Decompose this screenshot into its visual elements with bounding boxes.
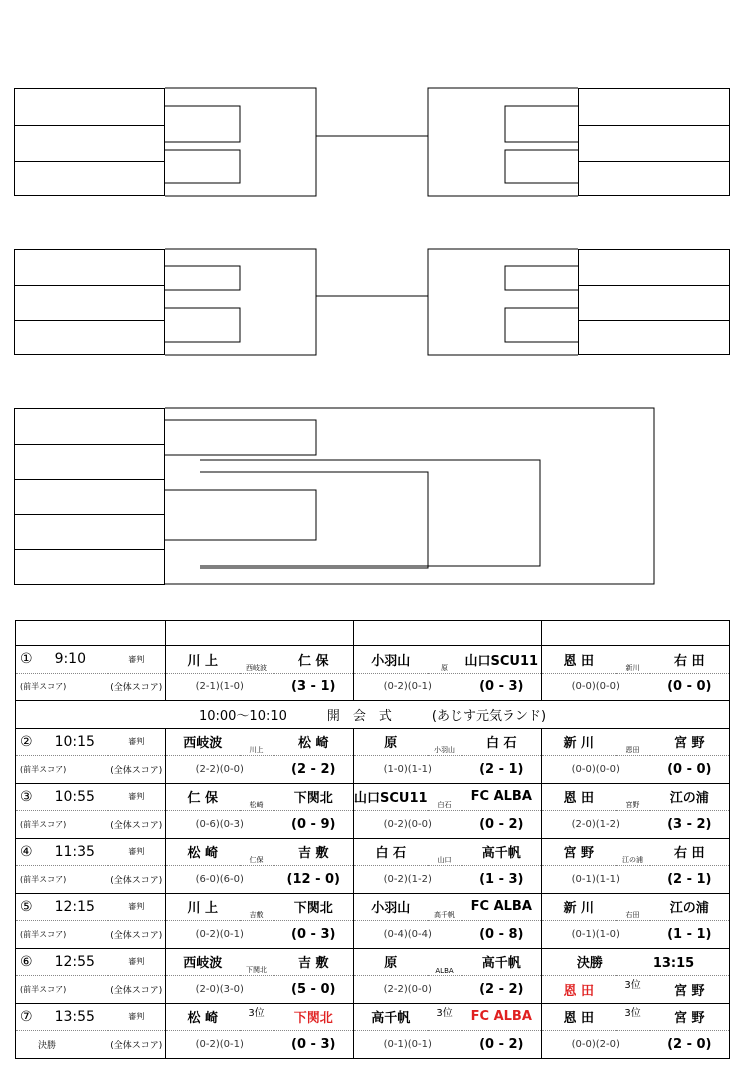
total-score: (12 - 0) (274, 866, 354, 894)
score-row (16, 811, 730, 839)
total-score-label: (全体スコア) (108, 921, 166, 949)
away-team: 高千帆 (462, 838, 542, 866)
total-score: (2 - 2) (462, 976, 542, 1004)
match-number: ⑤ (20, 898, 33, 915)
half-score: (0-2)(0-1) (166, 921, 274, 949)
total-score: (0 - 9) (274, 811, 354, 839)
match-row (16, 646, 730, 674)
match-time: 12:15 (54, 898, 95, 915)
referee-team: 西岐波 (240, 646, 274, 674)
half-score: (0-1)(1-1) (542, 866, 650, 894)
referee-team: 新川 (616, 646, 650, 674)
referee-label: 審判 (108, 728, 166, 756)
away-team: 江の浦 (650, 893, 730, 921)
ceremony-time: 10:00〜10:10 (198, 708, 287, 724)
total-score: (5 - 0) (274, 976, 354, 1004)
away-team: FC ALBA (462, 783, 542, 811)
score-row (16, 866, 730, 894)
away-team: 仁 保 (274, 646, 354, 674)
final-time: 13:15 (652, 956, 695, 972)
away-team: 右 田 (650, 646, 730, 674)
referee-team: ALBA (428, 948, 462, 976)
home-team: 山口SCU11 (354, 783, 428, 811)
match-row (16, 948, 730, 976)
half-score: (0-0)(0-0) (542, 673, 650, 701)
match-time: 11:35 (54, 843, 95, 860)
match-time-cell (16, 646, 108, 674)
half-score: (1-0)(1-1) (354, 756, 462, 784)
referee-team: 右田 (616, 893, 650, 921)
away-team: 松 崎 (274, 728, 354, 756)
half-score: (0-2)(0-0) (354, 811, 462, 839)
half-score: (0-6)(0-3) (166, 811, 274, 839)
total-score-label: (全体スコア) (108, 756, 166, 784)
match-row (16, 728, 730, 756)
referee-team: 仁保 (240, 838, 274, 866)
half-score-label: (前半スコア) (16, 756, 108, 784)
total-score: (0 - 2) (462, 1031, 542, 1059)
away-team: 右 田 (650, 838, 730, 866)
score-row (16, 756, 730, 784)
half-score-label: (前半スコア) (16, 811, 108, 839)
match-time-cell (16, 948, 108, 976)
match-row (16, 783, 730, 811)
total-score-label: (全体スコア) (108, 866, 166, 894)
home-team: 松 崎 (166, 1003, 240, 1031)
referee-team: 高千帆 (428, 893, 462, 921)
court-a-header (166, 621, 354, 646)
referee-team: 恩田 (616, 728, 650, 756)
ceremony-event: 開 会 式 (326, 708, 392, 724)
schedule-table (15, 620, 730, 1059)
away-team: 宮 野 (650, 976, 730, 1004)
match-number: ⑦ (20, 1008, 33, 1025)
match-number: ⑥ (20, 953, 33, 970)
home-team: 高千帆 (354, 1003, 428, 1031)
total-score: (2 - 0) (650, 1031, 730, 1059)
home-team: 宮 野 (542, 838, 616, 866)
referee-team: 松崎 (240, 783, 274, 811)
ceremony-cell (16, 701, 730, 729)
half-score: (2-0)(3-0) (166, 976, 274, 1004)
referee-team: 3位 (616, 1003, 650, 1031)
match-number: ③ (20, 788, 33, 805)
referee-team: 宮野 (616, 783, 650, 811)
away-team: 宮 野 (650, 1003, 730, 1031)
score-row (16, 976, 730, 1004)
match-row (16, 838, 730, 866)
total-score: (3 - 1) (274, 673, 354, 701)
referee-team: 川上 (240, 728, 274, 756)
court-b-header (354, 621, 542, 646)
referee-team: 江の浦 (616, 838, 650, 866)
match-time: 9:10 (54, 651, 87, 668)
match-number: ① (20, 651, 33, 668)
schedule-header-row (16, 621, 730, 646)
away-team: 下関北 (274, 783, 354, 811)
total-score: (1 - 3) (462, 866, 542, 894)
away-team: 山口SCU11 (462, 646, 542, 674)
half-score: (0-0)(2-0) (542, 1031, 650, 1059)
total-score-label: (全体スコア) (108, 976, 166, 1004)
home-team: 新 川 (542, 728, 616, 756)
referee-label: 審判 (108, 948, 166, 976)
away-team: FC ALBA (462, 893, 542, 921)
referee-team: 3位 (240, 1003, 274, 1031)
total-score: (2 - 1) (462, 756, 542, 784)
total-score: (0 - 3) (274, 1031, 354, 1059)
final-label: 決勝 (16, 1031, 108, 1059)
home-team: 小羽山 (354, 893, 428, 921)
total-score: (1 - 1) (650, 921, 730, 949)
half-score: (2-1)(1-0) (166, 673, 274, 701)
match-time: 13:55 (54, 1008, 95, 1025)
c-final-header (542, 948, 730, 976)
match-time-cell (16, 728, 108, 756)
half-score: (0-2)(0-1) (354, 673, 462, 701)
referee-team: 原 (428, 646, 462, 674)
home-team: 小羽山 (354, 646, 428, 674)
match-time-cell (16, 783, 108, 811)
home-team: 川 上 (166, 893, 240, 921)
away-team: 高千帆 (462, 948, 542, 976)
ceremony-row (16, 701, 730, 729)
home-team: 仁 保 (166, 783, 240, 811)
referee-team: 山口 (428, 838, 462, 866)
half-score: (0-2)(0-1) (166, 1031, 274, 1059)
half-score: (2-0)(1-2) (542, 811, 650, 839)
home-team: 白 石 (354, 838, 428, 866)
match-time: 12:55 (54, 953, 95, 970)
home-team: 新 川 (542, 893, 616, 921)
referee-label: 審判 (108, 838, 166, 866)
home-team: 恩 田 (542, 783, 616, 811)
referee-team: 3位 (428, 1003, 462, 1031)
half-score-label: (前半スコア) (16, 921, 108, 949)
half-score: (0-0)(0-0) (542, 756, 650, 784)
home-team: 原 (354, 948, 428, 976)
total-score: (0 - 2) (462, 811, 542, 839)
home-team: 松 崎 (166, 838, 240, 866)
total-score: (0 - 8) (462, 921, 542, 949)
referee-label: 審判 (108, 893, 166, 921)
total-score: (3 - 2) (650, 811, 730, 839)
total-score-label: (全体スコア) (108, 673, 166, 701)
referee-label: 審判 (108, 783, 166, 811)
match-row (16, 893, 730, 921)
home-team: 西岐波 (166, 948, 240, 976)
half-score-label: (前半スコア) (16, 866, 108, 894)
final-label: 決勝 (576, 956, 603, 972)
half-score: (2-2)(0-0) (166, 756, 274, 784)
match-number: ④ (20, 843, 33, 860)
total-score: (0 - 3) (462, 673, 542, 701)
score-row (16, 1031, 730, 1059)
away-team: 江の浦 (650, 783, 730, 811)
total-score: (2 - 1) (650, 866, 730, 894)
referee-team: 白石 (428, 783, 462, 811)
corner-cell (16, 621, 166, 646)
match-time-cell (16, 1003, 108, 1031)
score-row (16, 921, 730, 949)
home-team: 川 上 (166, 646, 240, 674)
referee-label: 審判 (108, 1003, 166, 1031)
away-team: 白 石 (462, 728, 542, 756)
half-score: (0-4)(0-4) (354, 921, 462, 949)
away-team: 下関北 (274, 1003, 354, 1031)
home-team: 西岐波 (166, 728, 240, 756)
half-score: (0-2)(1-2) (354, 866, 462, 894)
away-team: 吉 敷 (274, 838, 354, 866)
match-time-cell (16, 893, 108, 921)
half-score: (6-0)(6-0) (166, 866, 274, 894)
total-score-label: (全体スコア) (108, 1031, 166, 1059)
away-team: 吉 敷 (274, 948, 354, 976)
match-number: ② (20, 733, 33, 750)
match-row (16, 1003, 730, 1031)
referee-team: 吉敷 (240, 893, 274, 921)
score-row (16, 673, 730, 701)
home-team: 恩 田 (542, 976, 616, 1004)
home-team: 恩 田 (542, 646, 616, 674)
total-score: (0 - 0) (650, 673, 730, 701)
court-c-header (542, 621, 730, 646)
total-score: (0 - 3) (274, 921, 354, 949)
referee-label: 審判 (108, 646, 166, 674)
home-team: 原 (354, 728, 428, 756)
away-team: FC ALBA (462, 1003, 542, 1031)
ceremony-place: (あじす元気ランド) (431, 708, 547, 724)
match-time-cell (16, 838, 108, 866)
match-time: 10:55 (54, 788, 95, 805)
half-score-label: (前半スコア) (16, 673, 108, 701)
referee-team: 3位 (616, 976, 650, 1004)
away-team: 宮 野 (650, 728, 730, 756)
referee-team: 下関北 (240, 948, 274, 976)
half-score: (2-2)(0-0) (354, 976, 462, 1004)
half-score-label: (前半スコア) (16, 976, 108, 1004)
home-team: 恩 田 (542, 1003, 616, 1031)
half-score: (0-1)(0-1) (354, 1031, 462, 1059)
match-time: 10:15 (54, 733, 95, 750)
away-team: 下関北 (274, 893, 354, 921)
half-score: (0-1)(1-0) (542, 921, 650, 949)
referee-team: 小羽山 (428, 728, 462, 756)
total-score-label: (全体スコア) (108, 811, 166, 839)
total-score: (2 - 2) (274, 756, 354, 784)
total-score: (0 - 0) (650, 756, 730, 784)
